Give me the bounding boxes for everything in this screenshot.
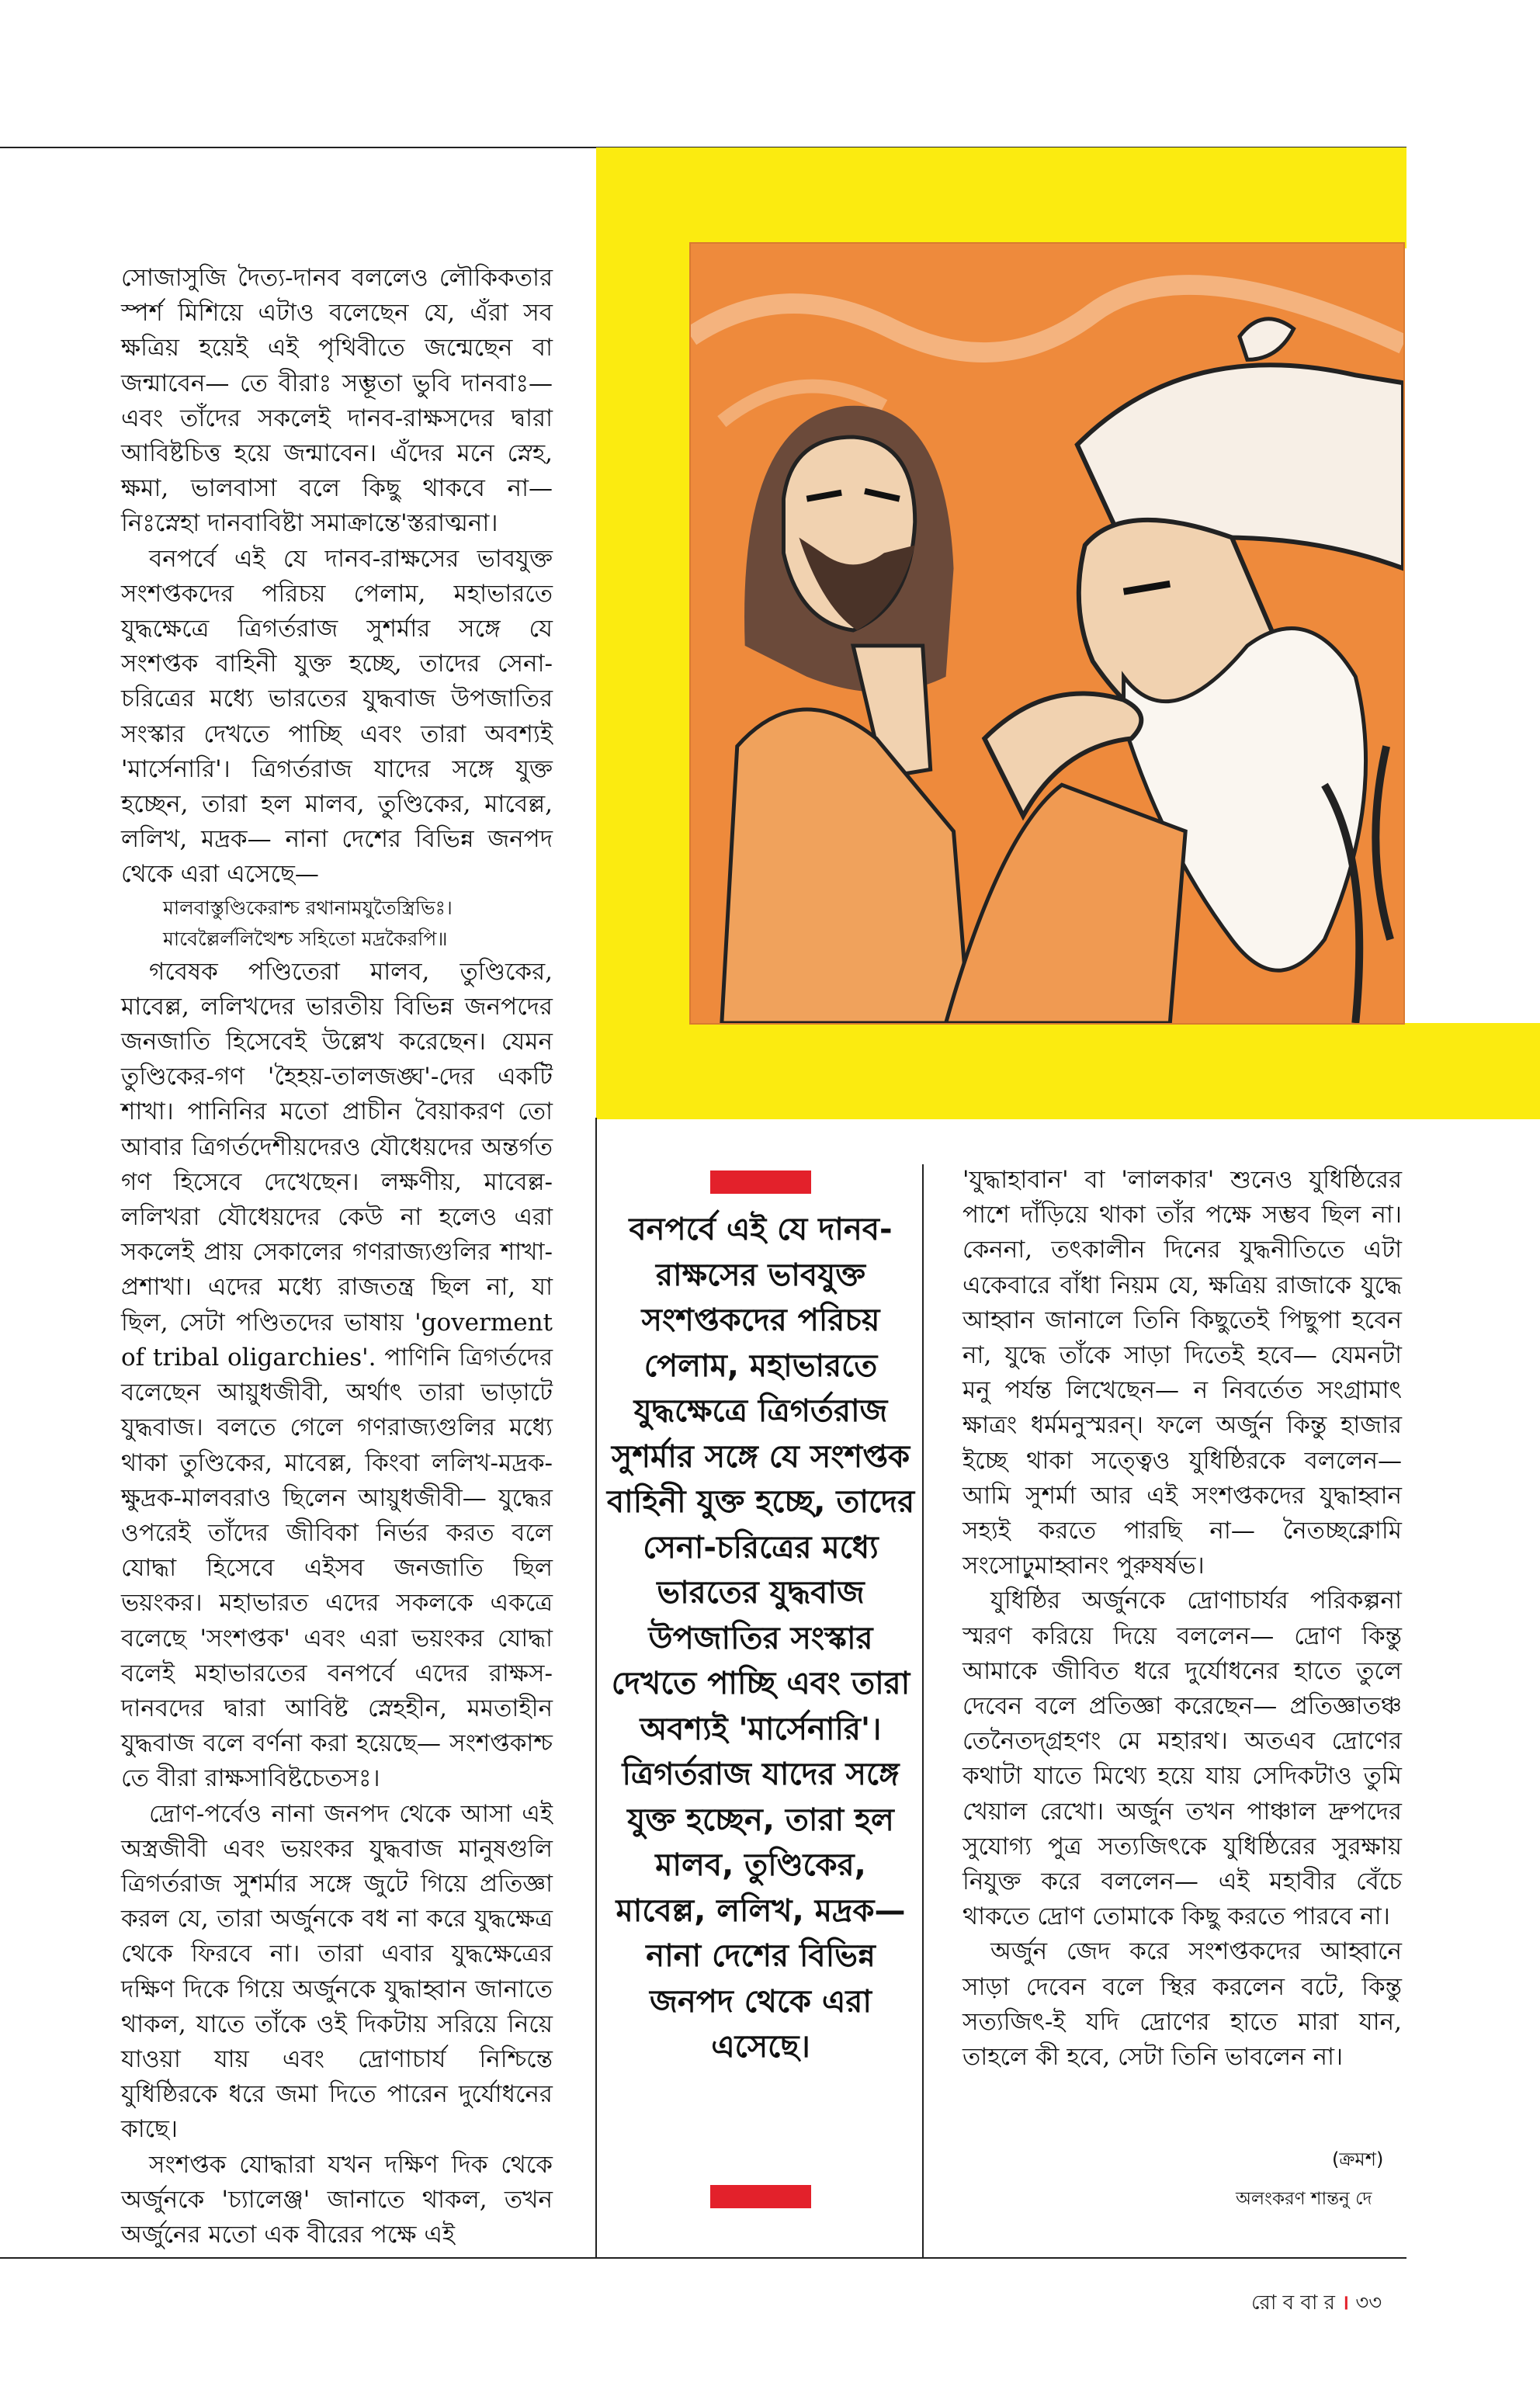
yellow-block-top (596, 147, 1406, 248)
page-footer (1251, 2287, 1382, 2321)
footer-separator: । (1341, 2291, 1350, 2315)
column-divider (922, 1164, 924, 2259)
yellow-block-right (596, 1023, 1540, 1119)
article-column-right (962, 1163, 1402, 2075)
paragraph: যুধিষ্ঠির অর্জুনকে দ্রোণাচার্যর পরিকল্পনা স্মরণ করিয়ে দিয়ে বললেন— দ্রোণ কিন্তু আমাকে জীবিত ধরে দুর্যোধনের হাতে তুলে দেবেন বলে প্রতিজ্ঞা করেছেন— প্রতিজ্ঞাতঞ্চ তেনৈতদ্গ্রহণং মে মহারথ। অতএব দ্রোণের কথাটা যাতে মিথ্যে হয়ে যায় সেদিকটাও তুমি খেয়াল রেখো। অর্জুন তখন পাঞ্চাল দ্রুপদের সুযোগ্য পুত্র সত্যজিৎকে যুধিষ্ঠিরের সুরক্ষায় নিযুক্ত করে বললেন— এই মহাবীর বেঁচে থাকতে দ্রোণ তোমাকে কিছু করতে পারবে না। (962, 1587, 1402, 1931)
page-number: ৩৩ (1355, 2291, 1382, 2315)
paragraph: সংশপ্তক যোদ্ধারা যখন দক্ষিণ দিক থেকে অর্জুনকে 'চ্যালেঞ্জ' জানাতে থাকল, তখন অর্জুনের মতো এক বীরের পক্ষে এই (121, 2150, 553, 2249)
pull-quote-red-bar-bottom (710, 2185, 811, 2208)
paragraph: দ্রোণ-পর্বেও নানা জনপদ থেকে আসা এই অস্ত্রজীবী এবং ভয়ংকর যুদ্ধবাজ মানুষগুলি ত্রিগর্তরাজ সুশর্মার সঙ্গে জুটে গিয়ে প্রতিজ্ঞা করল যে, তারা অর্জুনকে বধ না করে যুদ্ধক্ষেত্র থেকে ফিরবে না। তারা এবার যুদ্ধক্ষেত্রের দক্ষিণ দিকে গিয়ে অর্জুনকে যুদ্ধাহ্বান জানাতে থাকল, যাতে তাঁকে ওই দিকটায় সরিয়ে নিয়ে যাওয়া যায় এবং দ্রোণাচার্য নিশ্চিন্তে যুধিষ্ঠিরকে ধরে জমা দিতে পারেন দুর্যোধনের কাছে। (121, 1799, 553, 2144)
column-divider (595, 1118, 597, 2259)
yellow-block-left (596, 147, 694, 1119)
illustration-drawing (691, 244, 1403, 1023)
continued-note: (ক্রমশ) (1332, 2148, 1384, 2170)
magazine-name: রো ব বা র (1251, 2291, 1335, 2315)
pull-quote: বনপর্বে এই যে দানব-রাক্ষসের ভাবযুক্ত সংশপ্তকদের পরিচয় পেলাম, মহাভারতে যুদ্ধক্ষেত্রে ত্রিগর্তরাজ সুশর্মার সঙ্গে যে সংশপ্তক বাহিনী যুক্ত হচ্ছে, তাদের সেনা-চরিত্রের মধ্যে ভারতের যুদ্ধবাজ উপজাতির সংস্কার দেখতে পাচ্ছি এবং তারা অবশ্যই 'মার্সেনারি'। ত্রিগর্তরাজ যাদের সঙ্গে যুক্ত হচ্ছেন, তারা হল মালব, তুণ্ডিকের, মাবেল্ল, ললিখ, মদ্রক— নানা দেশের বিভিন্ন জনপদ থেকে এরা এসেছে। (606, 1212, 915, 2065)
illustration (689, 242, 1405, 1025)
paragraph: 'যুদ্ধাহাবান' বা 'লালকার' শুনেও যুধিষ্ঠিরের পাশে দাঁড়িয়ে থাকা তাঁর পক্ষে সম্ভব ছিল না। কেননা, তৎকালীন দিনের যুদ্ধনীতিতে এটা একেবারে বাঁধা নিয়ম যে, ক্ষত্রিয় রাজাকে যুদ্ধে আহ্বান জানালে তিনি কিছুতেই পিছুপা হবেন না, যুদ্ধে তাঁকে সাড়া দিতেই হবে— যেমনটা মনু পর্যন্ত লিখেছেন— ন নিবর্তেত সংগ্রামাৎ ক্ষাত্রং ধর্মমনুস্মরন্। ফলে অর্জুন কিন্তু হাজার ইচ্ছে থাকা সত্ত্বেও যুধিষ্ঠিরকে বললেন— আমি সুশর্মা আর এই সংশপ্তকদের যুদ্ধাহ্বান সহ্যই করতে পারছি না— নৈতচ্ছক্নোমি সংসোঢ়ুমাহ্বানং পুরুষর্ষভ। (962, 1166, 1402, 1580)
paragraph: বনপর্বে এই যে দানব-রাক্ষসের ভাবযুক্ত সংশপ্তকদের পরিচয় পেলাম, মহাভারতে যুদ্ধক্ষেত্রে ত্রিগর্তরাজ সুশর্মার সঙ্গে যে সংশপ্তক বাহিনী যুক্ত হচ্ছে, তাদের সেনা-চরিত্রের মধ্যে ভারতের যুদ্ধবাজ উপজাতির সংস্কার দেখতে পাচ্ছি এবং তারা অবশ্যই 'মার্সেনারি'। ত্রিগর্তরাজ যাদের সঙ্গে যুক্ত হচ্ছেন, তারা হল মালব, তুণ্ডিকের, মাবেল্ল, ললিখ, মদ্রক— নানা দেশের বিভিন্ন জনপদ থেকে এরা এসেছে— (121, 544, 553, 889)
verse-line: মাবেল্লৈর্ললিত্থৈশ্চ সহিতো মদ্রকৈরপি॥ (163, 927, 448, 950)
verse-line: মালবাস্তুণ্ডিকেরাশ্চ রথানামযুতৈস্ত্রিভিঃ। (163, 896, 453, 919)
paragraph: গবেষক পণ্ডিতেরা মালব, তুণ্ডিকের, মাবেল্ল, ললিখদের ভারতীয় বিভিন্ন জনপদের জনজাতি হিসেবেই উল্লেখ করেছেন। যেমন তুণ্ডিকের-গণ 'হৈহয়-তালজঙ্ঘ'-দের একটি শাখা। পানিনির মতো প্রাচীন বৈয়াকরণ তো আবার ত্রিগর্তদেশীয়দেরও যৌধেয়দের অন্তর্গত গণ হিসেবে দেখেছেন। লক্ষণীয়, মাবেল্ল-ললিখরা যৌধেয়দের কেউ না হলেও এরা সকলেই প্রায় সেকালের গণরাজ্যগুলির শাখা-প্রশাখা। এদের মধ্যে রাজতন্ত্র ছিল না, যা ছিল, সেটা পণ্ডিতদের ভাষায় 'goverment of tribal oligarchies'. পাণিনি ত্রিগর্তদের বলেছেন আয়ুধজীবী, অর্থাৎ তারা ভাড়াটে যুদ্ধবাজ। বলতে গেলে গণরাজ্যগুলির মধ্যে থাকা তুণ্ডিকের, মাবেল্ল, কিংবা ললিখ-মদ্রক-ক্ষুদ্রক-মালবরাও ছিলেন আয়ুধজীবী— যুদ্ধের ওপরেই তাঁদের জীবিকা নির্ভর করত বলে যোদ্ধা হিসেবে এইসব জনজাতি ছিল ভয়ংকর। মহাভারত এদের সকলকে একত্রে বলেছে 'সংশপ্তক' এবং এরা ভয়ংকর যোদ্ধা বলেই মহাভারতের বনপর্বে এদের রাক্ষস-দানবদের দ্বারা আবিষ্ট স্নেহহীন, মমতাহীন যুদ্ধবাজ বলে বর্ণনা করা হয়েছে— সংশপ্তকাশ্চ তে বীরা রাক্ষসাবিষ্টচেতসঃ। (121, 957, 553, 1793)
bottom-rule (0, 2257, 1406, 2259)
paragraph: সোজাসুজি দৈত্য-দানব বললেও লৌকিকতার স্পর্শ মিশিয়ে এটাও বলেছেন যে, এঁরা সব ক্ষত্রিয় হয়েই এই পৃথিবীতে জন্মেছেন বা জন্মাবেন— তে বীরাঃ সম্ভূতা ভুবি দানবাঃ— এবং তাঁদের সকলেই দানব-রাক্ষসদের দ্বারা আবিষ্টচিত্ত হয়ে জন্মাবেন। এঁদের মনে স্নেহ, ক্ষমা, ভালবাসা বলে কিছু থাকবে না— নিঃস্নেহা দানবাবিষ্টা সমাক্রান্তে'স্তরাত্মনা। (121, 264, 553, 538)
pull-quote-red-bar-top (710, 1170, 811, 1194)
article-column-left (121, 261, 553, 2253)
illustration-credit: অলংকরণ শান্তনু দে (1236, 2189, 1372, 2209)
paragraph: অর্জুন জেদ করে সংশপ্তকদের আহ্বানে সাড়া দেবেন বলে স্থির করলেন বটে, কিন্তু সত্যজিৎ-ই যদি দ্রোণের হাতে মারা যান, তাহলে কী হবে, সেটা তিনি ভাবলেন না। (962, 1937, 1402, 2072)
